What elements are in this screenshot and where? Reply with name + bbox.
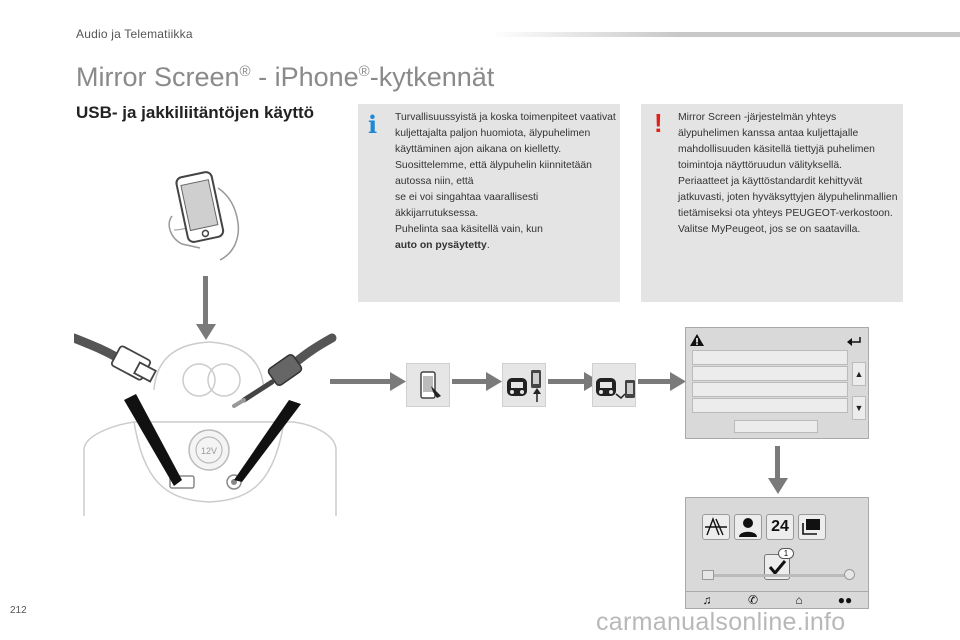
arrow-down-shaft-2 xyxy=(775,446,780,480)
progress-start-marker xyxy=(702,570,714,580)
infotainment-screen-mirror xyxy=(685,497,869,609)
list-row[interactable] xyxy=(692,382,848,397)
progress-track xyxy=(702,574,852,577)
notification-badge: 1 xyxy=(778,548,794,559)
list-row[interactable] xyxy=(692,366,848,381)
info-note-text: Turvallisuussyistä ja koska toimenpiteet vaativat kuljettajalta paljon huomiota, älypuhelimen käyttäminen ajon aikana on kielletty. Suosittelemme, että älypuhelin kiinnitetään autossa niin, että se ei voi singahtaa vaarallisesti äkkijarrutuksessa. Puhelinta saa käsitellä vain, kun auto on pysäytetty. xyxy=(395,112,616,251)
arrow-right-shaft-1 xyxy=(330,379,392,384)
contact-icon[interactable] xyxy=(734,514,762,540)
console-ports-illustration xyxy=(74,330,344,516)
confirm-button[interactable] xyxy=(734,420,818,433)
running-header: Audio ja Telematiikka xyxy=(76,27,193,41)
arrow-right-head-2 xyxy=(486,372,502,391)
page-title: Mirror Screen® - iPhone®-kytkennät xyxy=(76,62,495,92)
scroll-down-icon[interactable]: ▼ xyxy=(852,396,866,420)
back-arrow-icon[interactable] xyxy=(846,334,862,346)
warning-icon: ! xyxy=(654,108,663,138)
arrow-right-head-4 xyxy=(670,372,686,391)
navigation-icon[interactable] xyxy=(702,514,730,540)
warning-triangle-icon xyxy=(690,334,704,346)
car-phone-connect-icon-box xyxy=(502,363,546,407)
info-icon: i xyxy=(368,110,378,139)
message-icon[interactable] xyxy=(798,514,826,540)
smartphone-tap-icon xyxy=(407,364,451,408)
arrow-right-shaft-2 xyxy=(452,379,488,384)
socket-12v-label: 12V xyxy=(200,446,218,456)
car-phone-connect-icon xyxy=(503,364,547,408)
home-icon[interactable]: ⌂ xyxy=(795,593,803,607)
arrow-down-shaft xyxy=(203,276,208,328)
list-row[interactable] xyxy=(692,398,848,413)
arrow-right-head-1 xyxy=(390,372,406,391)
list-row[interactable] xyxy=(692,350,848,365)
car-phone-link-icon-box xyxy=(592,363,636,407)
arrow-right-shaft-3 xyxy=(548,379,586,384)
phone-icon[interactable]: ✆ xyxy=(747,593,759,607)
watermark: carmanualsonline.info xyxy=(596,608,846,636)
music-icon[interactable]: ♫ xyxy=(702,593,712,607)
smartphone-tap-icon-box xyxy=(406,363,450,407)
car-phone-link-icon xyxy=(593,364,637,408)
infotainment-screen-warning xyxy=(685,327,869,439)
calendar-icon[interactable]: 24 xyxy=(766,514,794,540)
arrow-right-shaft-4 xyxy=(638,379,672,384)
warning-note-text: Mirror Screen -järjestelmän yhteys älypuhelimen kanssa antaa kuljettajalle mahdollisuuden käsitellä tiettyjä puhelimen toimintoja näyttöruudun välityksellä. Periaatteet ja käyttöstandardit kehittyvät jatkuvasti, joten hyväksyttyjen älypuhelinmallien tietämiseksi ota yhteys PEUGEOT-verkostoon. Valitse MyPeugeot, jos se on saatavilla. xyxy=(678,112,898,235)
clock-icon xyxy=(844,569,855,580)
section-title: USB- ja jakkiliitäntöjen käyttö xyxy=(76,103,315,122)
phone-in-hand-illustration xyxy=(160,168,260,268)
arrow-down-head-2 xyxy=(768,478,788,494)
apps-icon[interactable]: ●● xyxy=(837,593,853,607)
warning-note xyxy=(641,104,903,302)
scroll-up-icon[interactable]: ▲ xyxy=(852,362,866,386)
page-number: 212 xyxy=(10,605,27,616)
info-note xyxy=(358,104,620,302)
header-rule xyxy=(490,32,960,37)
